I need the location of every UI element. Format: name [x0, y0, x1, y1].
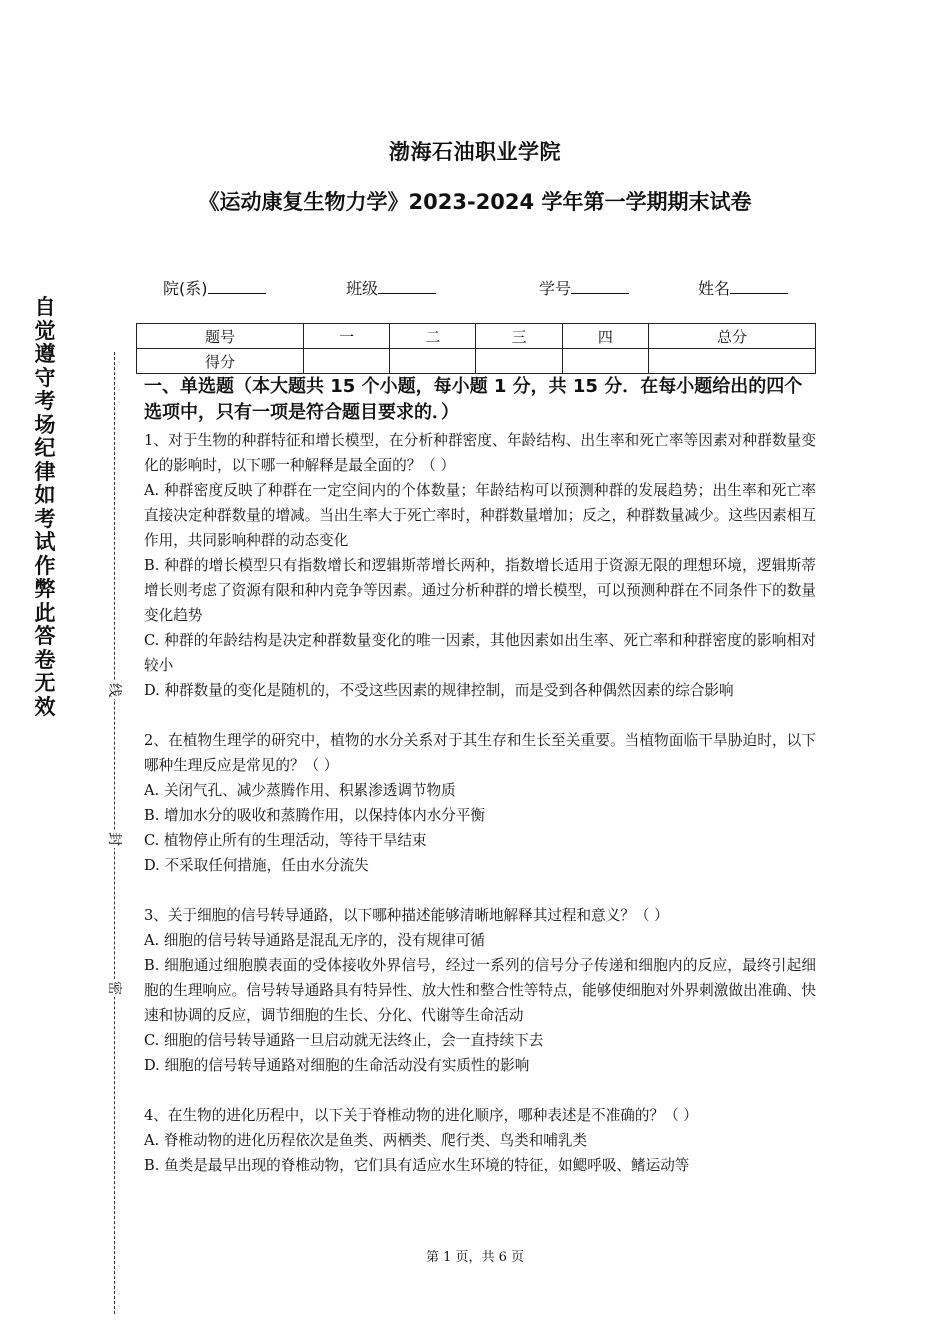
- question-4: [144, 1103, 816, 1178]
- option-a: A. 脊椎动物的进化历程依次是鱼类、两栖类、爬行类、鸟类和哺乳类: [144, 1132, 588, 1149]
- page-footer: 第 1 页，共 6 页: [425, 1250, 525, 1265]
- option-c: C. 植物停止所有的生理活动，等待干旱结束: [144, 832, 427, 849]
- section-title: 一、单选题（本大题共 15 个小题，每小题 1 分，共 15 分．在每小题给出的四个选项中，只有一项是符合题目要求的．）: [144, 376, 803, 423]
- score-header-cell: 总分: [648, 324, 815, 349]
- question-2: [144, 728, 816, 878]
- question-stem: 1、对于生物的种群特征和增长模型，在分析种群密度、年龄结构、出生率和死亡率等因素对种群数量变化的影响时，以下哪一种解释是最全面的？（ ）: [144, 432, 816, 474]
- question-3: [144, 903, 816, 1078]
- option-a: A. 种群密度反映了种群在一定空间内的个体数量；年龄结构可以预测种群的发展趋势；出生率和死亡率直接决定种群数量的增减。当出生率大于死亡率时，种群数量增加；反之，种群数量减少。这些因素相互作用，共同影响种群的动态变化: [144, 482, 816, 549]
- option-c: C. 细胞的信号转导通路一旦启动就无法终止，会一直持续下去: [144, 1032, 544, 1049]
- class-label: 班级: [346, 279, 379, 298]
- score-header-cell: 题号: [137, 324, 304, 349]
- score-cell: [304, 349, 390, 374]
- score-cell: [648, 349, 815, 374]
- option-a: A. 关闭气孔、减少蒸腾作用、积累渗透调节物质: [144, 782, 456, 799]
- score-table-header-row: [137, 324, 816, 349]
- question-stem: 4、在生物的进化历程中，以下关于脊椎动物的进化顺序，哪种表述是不准确的？（ ）: [144, 1107, 698, 1124]
- score-header-cell: 三: [476, 324, 562, 349]
- class-field: [346, 276, 436, 299]
- option-c: C. 种群的年龄结构是决定种群数量变化的唯一因素，其他因素如出生率、死亡率和种群密度的影响相对较小: [144, 632, 816, 674]
- side-mark-secret: 密: [105, 979, 125, 997]
- score-header-cell: 二: [390, 324, 476, 349]
- score-table-score-row: [137, 349, 816, 374]
- student-id-blank: [571, 277, 629, 294]
- department-label: 院(系): [163, 279, 208, 298]
- side-mark-seal: 封: [105, 830, 125, 848]
- option-b: B. 细胞通过细胞膜表面的受体接收外界信号，经过一系列的信号分子传递和细胞内的反应，最终引起细胞的生理响应。信号转导通路具有特异性、放大性和整合性等特点，能够使细胞对外界刺激做出准确、快速和协调的反应，调节细胞的生长、分化、代谢等生命活动: [144, 957, 816, 1024]
- option-b: B. 鱼类是最早出现的脊椎动物，它们具有适应水生环境的特征，如鳃呼吸、鳍运动等: [144, 1157, 690, 1174]
- department-field: [163, 276, 266, 299]
- score-cell: [476, 349, 562, 374]
- option-b: B. 种群的增长模型只有指数增长和逻辑斯蒂增长两种，指数增长适用于资源无限的理想环境，逻辑斯蒂增长则考虑了资源有限和种内竞争等因素。通过分析种群的增长模型，可以预测种群在不同条件下的数量变化趋势: [144, 557, 816, 624]
- student-id-label: 学号: [539, 279, 572, 298]
- side-mark-line: 线: [105, 681, 125, 699]
- question-stem: 3、关于细胞的信号转导通路，以下哪种描述能够清晰地解释其过程和意义？（ ）: [144, 907, 669, 924]
- class-blank: [378, 277, 436, 294]
- option-b: B. 增加水分的吸收和蒸腾作用，以保持体内水分平衡: [144, 807, 486, 824]
- score-header-cell: 四: [562, 324, 648, 349]
- student-id-field: [539, 276, 629, 299]
- score-row-label: 得分: [137, 349, 304, 374]
- score-cell: [562, 349, 648, 374]
- question-1: [144, 428, 816, 703]
- option-a: A. 细胞的信号转导通路是混乱无序的，没有规律可循: [144, 932, 485, 949]
- school-name: 渤海石油职业学院: [389, 140, 561, 164]
- exam-title: 《运动康复生物力学》2023-2024 学年第一学期期末试卷: [198, 190, 752, 214]
- side-notice: 自觉遵守考场纪律如考试作弊此答卷无效: [34, 295, 56, 719]
- department-blank: [208, 277, 266, 294]
- question-content: [144, 374, 816, 1178]
- score-header-cell: 一: [304, 324, 390, 349]
- question-stem: 2、在植物生理学的研究中，植物的水分关系对于其生存和生长至关重要。当植物面临干旱胁迫时，以下哪种生理反应是常见的？（ ）: [144, 732, 816, 774]
- option-d: D. 种群数量的变化是随机的，不受这些因素的规律控制，而是受到各种偶然因素的综合影响: [144, 682, 734, 699]
- name-label: 姓名: [698, 279, 731, 298]
- score-cell: [390, 349, 476, 374]
- option-d: D. 细胞的信号转导通路对细胞的生命活动没有实质性的影响: [144, 1057, 530, 1074]
- name-field: [698, 276, 788, 299]
- option-d: D. 不采取任何措施，任由水分流失: [144, 857, 369, 874]
- name-blank: [730, 277, 788, 294]
- score-table: [136, 323, 816, 374]
